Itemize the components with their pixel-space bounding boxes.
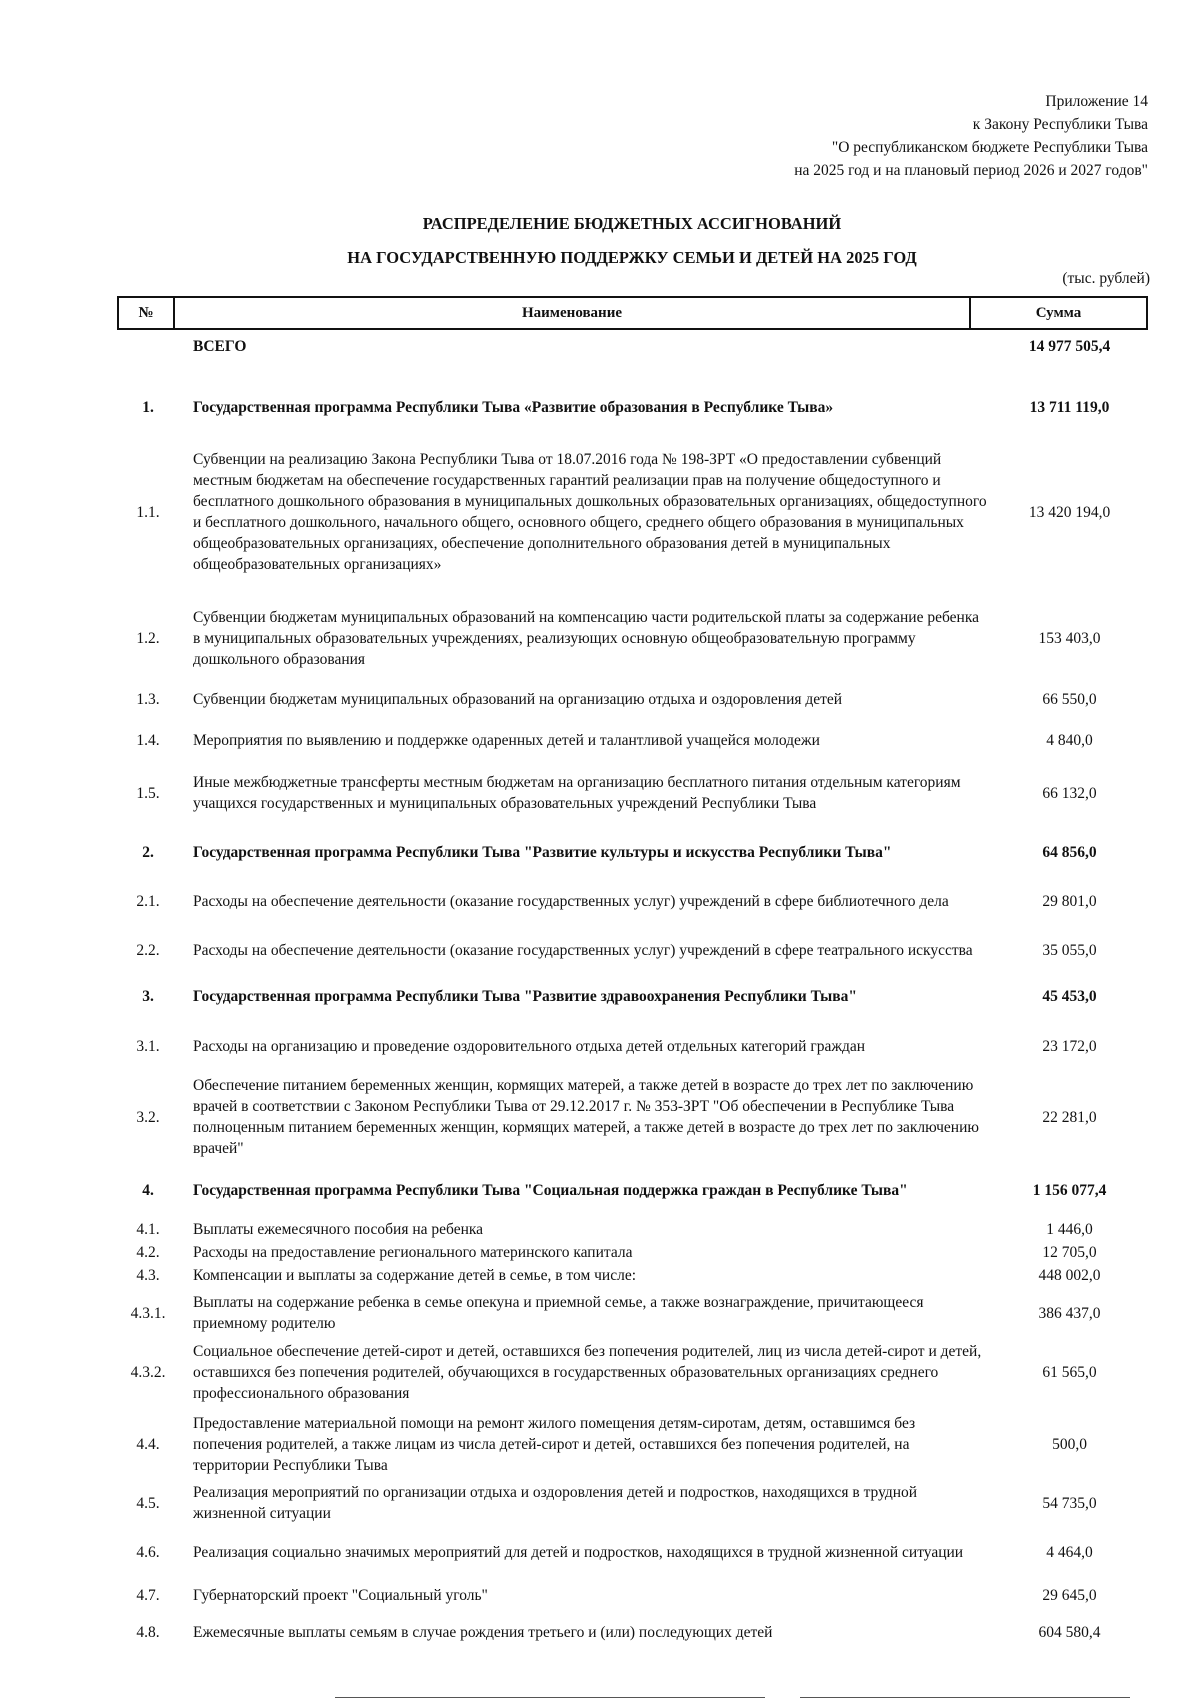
table-row [117,877,1148,925]
table-row [117,1241,1148,1263]
row-number: 3.2. [136,1108,160,1126]
row-number: 1.1. [136,503,160,521]
row-name: Выплаты на содержание ребенка в семье опекуна и приемной семье, а также вознаграждение, причитающееся приемному родителю [193,1294,924,1332]
row-number: 1. [142,398,154,416]
row-sum: 23 172,0 [1042,1037,1097,1055]
footer-divider [800,1697,1130,1698]
row-sum: 35 055,0 [1042,941,1097,959]
row-number: 1.4. [136,731,160,749]
title-line-2: НА ГОСУДАРСТВЕННУЮ ПОДДЕРЖКУ СЕМЬИ И ДЕТЕЙ НА 2025 ГОД [347,248,917,267]
row-name: Государственная программа Республики Тыва "Развитие культуры и искусства Республики Тыва" [193,843,892,861]
row-number: 1.5. [136,784,160,802]
row-sum: 4 464,0 [1046,1543,1093,1561]
row-name: Расходы на обеспечение деятельности (оказание государственных услуг) учреждений в сфере театрального искусства [193,941,973,959]
annex-line-3: "О республиканском бюджете Республики Тыва [831,139,1148,156]
row-name: Реализация мероприятий по организации отдыха и оздоровления детей и подростков, находящихся в трудной жизненной ситуации [193,1484,918,1522]
row-name: Иные межбюджетные трансферты местным бюджетам на организацию бесплатного питания отдельным категориям учащихся государственных и муниципальных образовательных учреждений Республики Тыва [193,774,961,812]
row-name: Расходы на организацию и проведение оздоровительного отдыха детей отдельных категорий граждан [193,1037,866,1055]
row-number: 4.3. [136,1266,160,1284]
row-name: Субвенции бюджетам муниципальных образований на организацию отдыха и оздоровления детей [193,690,843,708]
row-number: 2.1. [136,892,160,910]
row-name: Ежемесячные выплаты семьям в случае рождения третьего и (или) последующих детей [193,1623,773,1641]
row-name: Субвенции на реализацию Закона Республики Тыва от 18.07.2016 года № 198-ЗРТ «О предоставлении субвенций местным бюджетам на обеспечение государственных гарантий реализации прав на получение общедоступного и бесплатного дошкольного образования в муниципальных дошкольных образовательных организациях, общедоступного и бесплатного дошкольного, начального общего, основного общего, среднего общего образования в муниципальных общеобразовательных организациях, обеспечение дополнительного образования детей в муниципальных общеобразовательных организациях» [193,451,987,573]
row-name: Государственная программа Республики Тыва «Развитие образования в Республике Тыва» [193,398,834,416]
table-row [117,1338,1148,1406]
row-number: 4.7. [136,1586,160,1604]
row-sum: 153 403,0 [1038,629,1101,647]
header-name: Наименование [175,298,971,328]
table-row [117,1072,1148,1162]
row-number: 1.3. [136,690,160,708]
row-sum: 604 580,4 [1038,1623,1101,1641]
row-name: Государственная программа Республики Тыва "Развитие здравоохранения Республики Тыва" [193,987,858,1005]
table-row [117,1166,1148,1214]
row-sum: 66 550,0 [1042,690,1097,708]
table-row [117,759,1148,827]
table-row [117,1614,1148,1650]
header-number: № [119,298,175,328]
row-sum: 386 437,0 [1038,1304,1101,1322]
row-number: 4.1. [136,1220,160,1238]
table-row [117,1029,1148,1063]
table-row [117,1218,1148,1240]
row-name: ВСЕГО [193,338,247,355]
annex-line-4: на 2025 год и на плановый период 2026 и 2027 годов" [794,162,1148,179]
row-number: 4.3.1. [130,1304,166,1322]
row-number: 4. [142,1181,154,1199]
row-sum: 4 840,0 [1046,731,1093,749]
row-number: 2.2. [136,941,160,959]
row-name: Субвенции бюджетам муниципальных образований на компенсацию части родительской платы за содержание ребенка в муниципальных образовательных учреждениях, реализующих основную общеобразовательную программу дошкольного образования [193,608,980,668]
annex-line-2: к Закону Республики Тыва [972,116,1148,133]
row-sum: 14 977 505,4 [1028,338,1111,355]
units-label: (тыс. рублей) [1062,270,1150,287]
row-name: Расходы на предоставление регионального материнского капитала [193,1243,633,1261]
table-row [117,1578,1148,1612]
footer-divider [335,1697,765,1698]
document-title [0,207,1200,275]
table-row [117,724,1148,756]
row-sum: 500,0 [1052,1435,1087,1453]
table-row [117,1264,1148,1286]
annex-line-1: Приложение 14 [1045,93,1148,110]
row-sum: 29 801,0 [1042,892,1097,910]
table-row [117,926,1148,974]
table-row [117,1529,1148,1575]
row-name: Мероприятия по выявлению и поддержке одаренных детей и талантливой учащейся молодежи [193,731,820,749]
row-number: 3. [142,987,154,1005]
row-number: 4.8. [136,1623,160,1641]
table-row [117,1410,1148,1478]
row-number: 1.2. [136,629,160,647]
row-number: 2. [142,843,154,861]
row-name: Выплаты ежемесячного пособия на ребенка [193,1220,484,1238]
row-name: Расходы на обеспечение деятельности (оказание государственных услуг) учреждений в сфере библиотечного дела [193,892,949,910]
row-number: 4.2. [136,1243,160,1261]
row-sum: 12 705,0 [1042,1243,1097,1261]
table-row [117,828,1148,876]
table-header [117,296,1148,330]
row-name: Губернаторский проект "Социальный уголь" [193,1586,488,1604]
row-sum: 29 645,0 [1042,1586,1097,1604]
row-number: 4.4. [136,1435,160,1453]
row-sum: 45 453,0 [1042,987,1097,1005]
row-sum: 66 132,0 [1042,784,1097,802]
table-row [117,978,1148,1014]
table-row-total [117,336,1148,366]
row-name: Реализация социально значимых мероприятий для детей и подростков, находящихся в трудной жизненной ситуации [193,1543,964,1561]
row-sum: 61 565,0 [1042,1363,1097,1381]
row-sum: 13 711 119,0 [1029,398,1110,416]
header-sum: Сумма [1035,304,1082,321]
row-sum: 54 735,0 [1042,1494,1097,1512]
row-name: Социальное обеспечение детей-сирот и детей, оставшихся без попечения родителей, лиц из числа детей-сирот и детей, оставшихся без попечения родителей, обучающихся в государственных образовательных организациях среднего профессионального образования [193,1342,982,1402]
table-row [117,394,1148,420]
table-row [117,1290,1148,1336]
table-row [117,602,1148,674]
table-row [117,1480,1148,1526]
annex-block [794,90,1148,182]
row-sum: 13 420 194,0 [1028,503,1111,521]
table-row [117,433,1148,591]
row-number: 3.1. [136,1037,160,1055]
row-number: 4.5. [136,1494,160,1512]
row-sum: 64 856,0 [1042,843,1097,861]
row-number: 4.6. [136,1543,160,1561]
title-line-1: РАСПРЕДЕЛЕНИЕ БЮДЖЕТНЫХ АССИГНОВАНИЙ [422,214,842,233]
row-sum: 1 156 077,4 [1032,1181,1107,1199]
row-sum: 22 281,0 [1042,1108,1097,1126]
row-sum: 1 446,0 [1046,1220,1093,1238]
row-sum: 448 002,0 [1038,1266,1101,1284]
table-row [117,683,1148,715]
row-number: 4.3.2. [130,1363,166,1381]
row-name: Обеспечение питанием беременных женщин, кормящих матерей, а также детей в возрасте до трех лет по заключению врачей в соответствии с Законом Республики Тыва от 29.12.2017 г. № 353-ЗРТ "Об обеспечении в Республике Тыва полноценным питанием беременных женщин, кормящих матерей, а также детей в возрасте до трех лет по заключению врачей" [193,1077,979,1157]
row-name: Предоставление материальной помощи на ремонт жилого помещения детям-сиротам, детям, оставшимся без попечения родителей, а также лицам из числа детей-сирот и детей, оставшихся без попечения родителей, на территории Республики Тыва [193,1414,916,1474]
row-name: Компенсации и выплаты за содержание детей в семье, в том числе: [193,1266,637,1284]
row-name: Государственная программа Республики Тыва "Социальная поддержка граждан в Республике Тыва" [193,1181,908,1199]
